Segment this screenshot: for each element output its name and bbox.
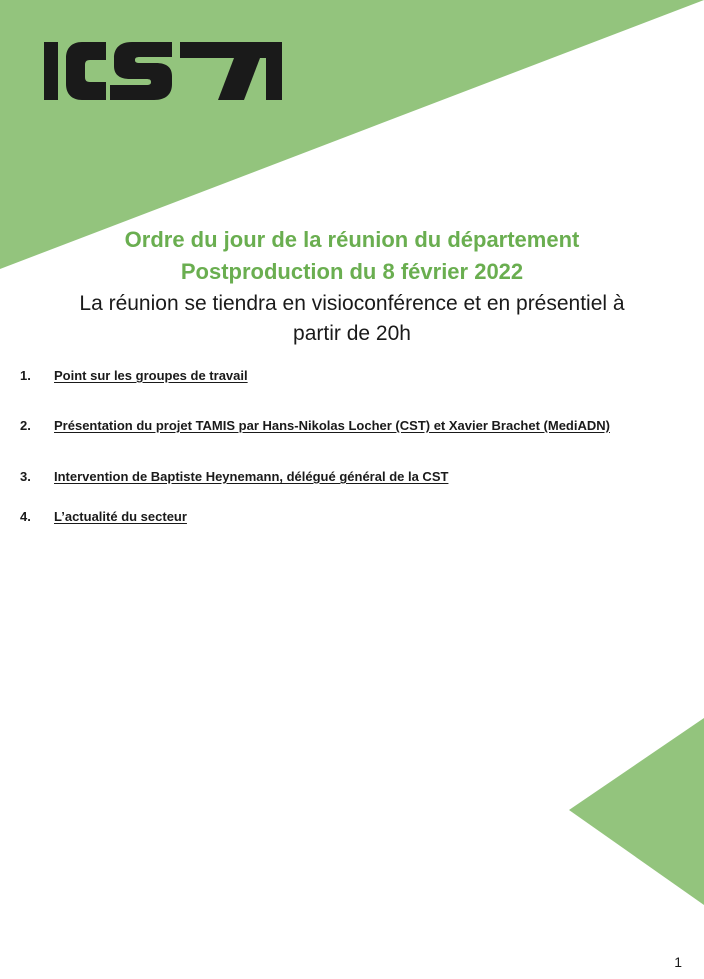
bottom-right-green-triangle	[569, 718, 704, 905]
agenda-item-text: Point sur les groupes de travail	[54, 368, 248, 383]
agenda-item	[20, 508, 187, 526]
document-title-line1: Ordre du jour de la réunion du département	[124, 227, 580, 252]
agenda-item-text: Présentation du projet TAMIS par Hans-Nikolas Locher (CST) et Xavier Brachet (MediADN)	[54, 418, 610, 433]
agenda-item	[20, 468, 448, 486]
document-title-line2: Postproduction du 8 février 2022	[180, 259, 524, 284]
cst-logo	[44, 42, 282, 100]
agenda-item-text: Intervention de Baptiste Heynemann, délégué général de la CST	[54, 469, 449, 484]
agenda-item	[20, 367, 248, 385]
agenda-item-number: 4.	[20, 509, 31, 524]
agenda-item-number: 3.	[20, 469, 31, 484]
agenda-item-text: L’actualité du secteur	[54, 509, 187, 524]
agenda-item	[20, 417, 610, 435]
meeting-info-line1: La réunion se tiendra en visioconférence et en présentiel à	[79, 292, 625, 315]
meeting-info-line2: partir de 20h	[293, 322, 411, 345]
page-number: 1	[674, 954, 682, 970]
agenda-item-number: 1.	[20, 368, 31, 383]
agenda-item-number: 2.	[20, 418, 31, 433]
